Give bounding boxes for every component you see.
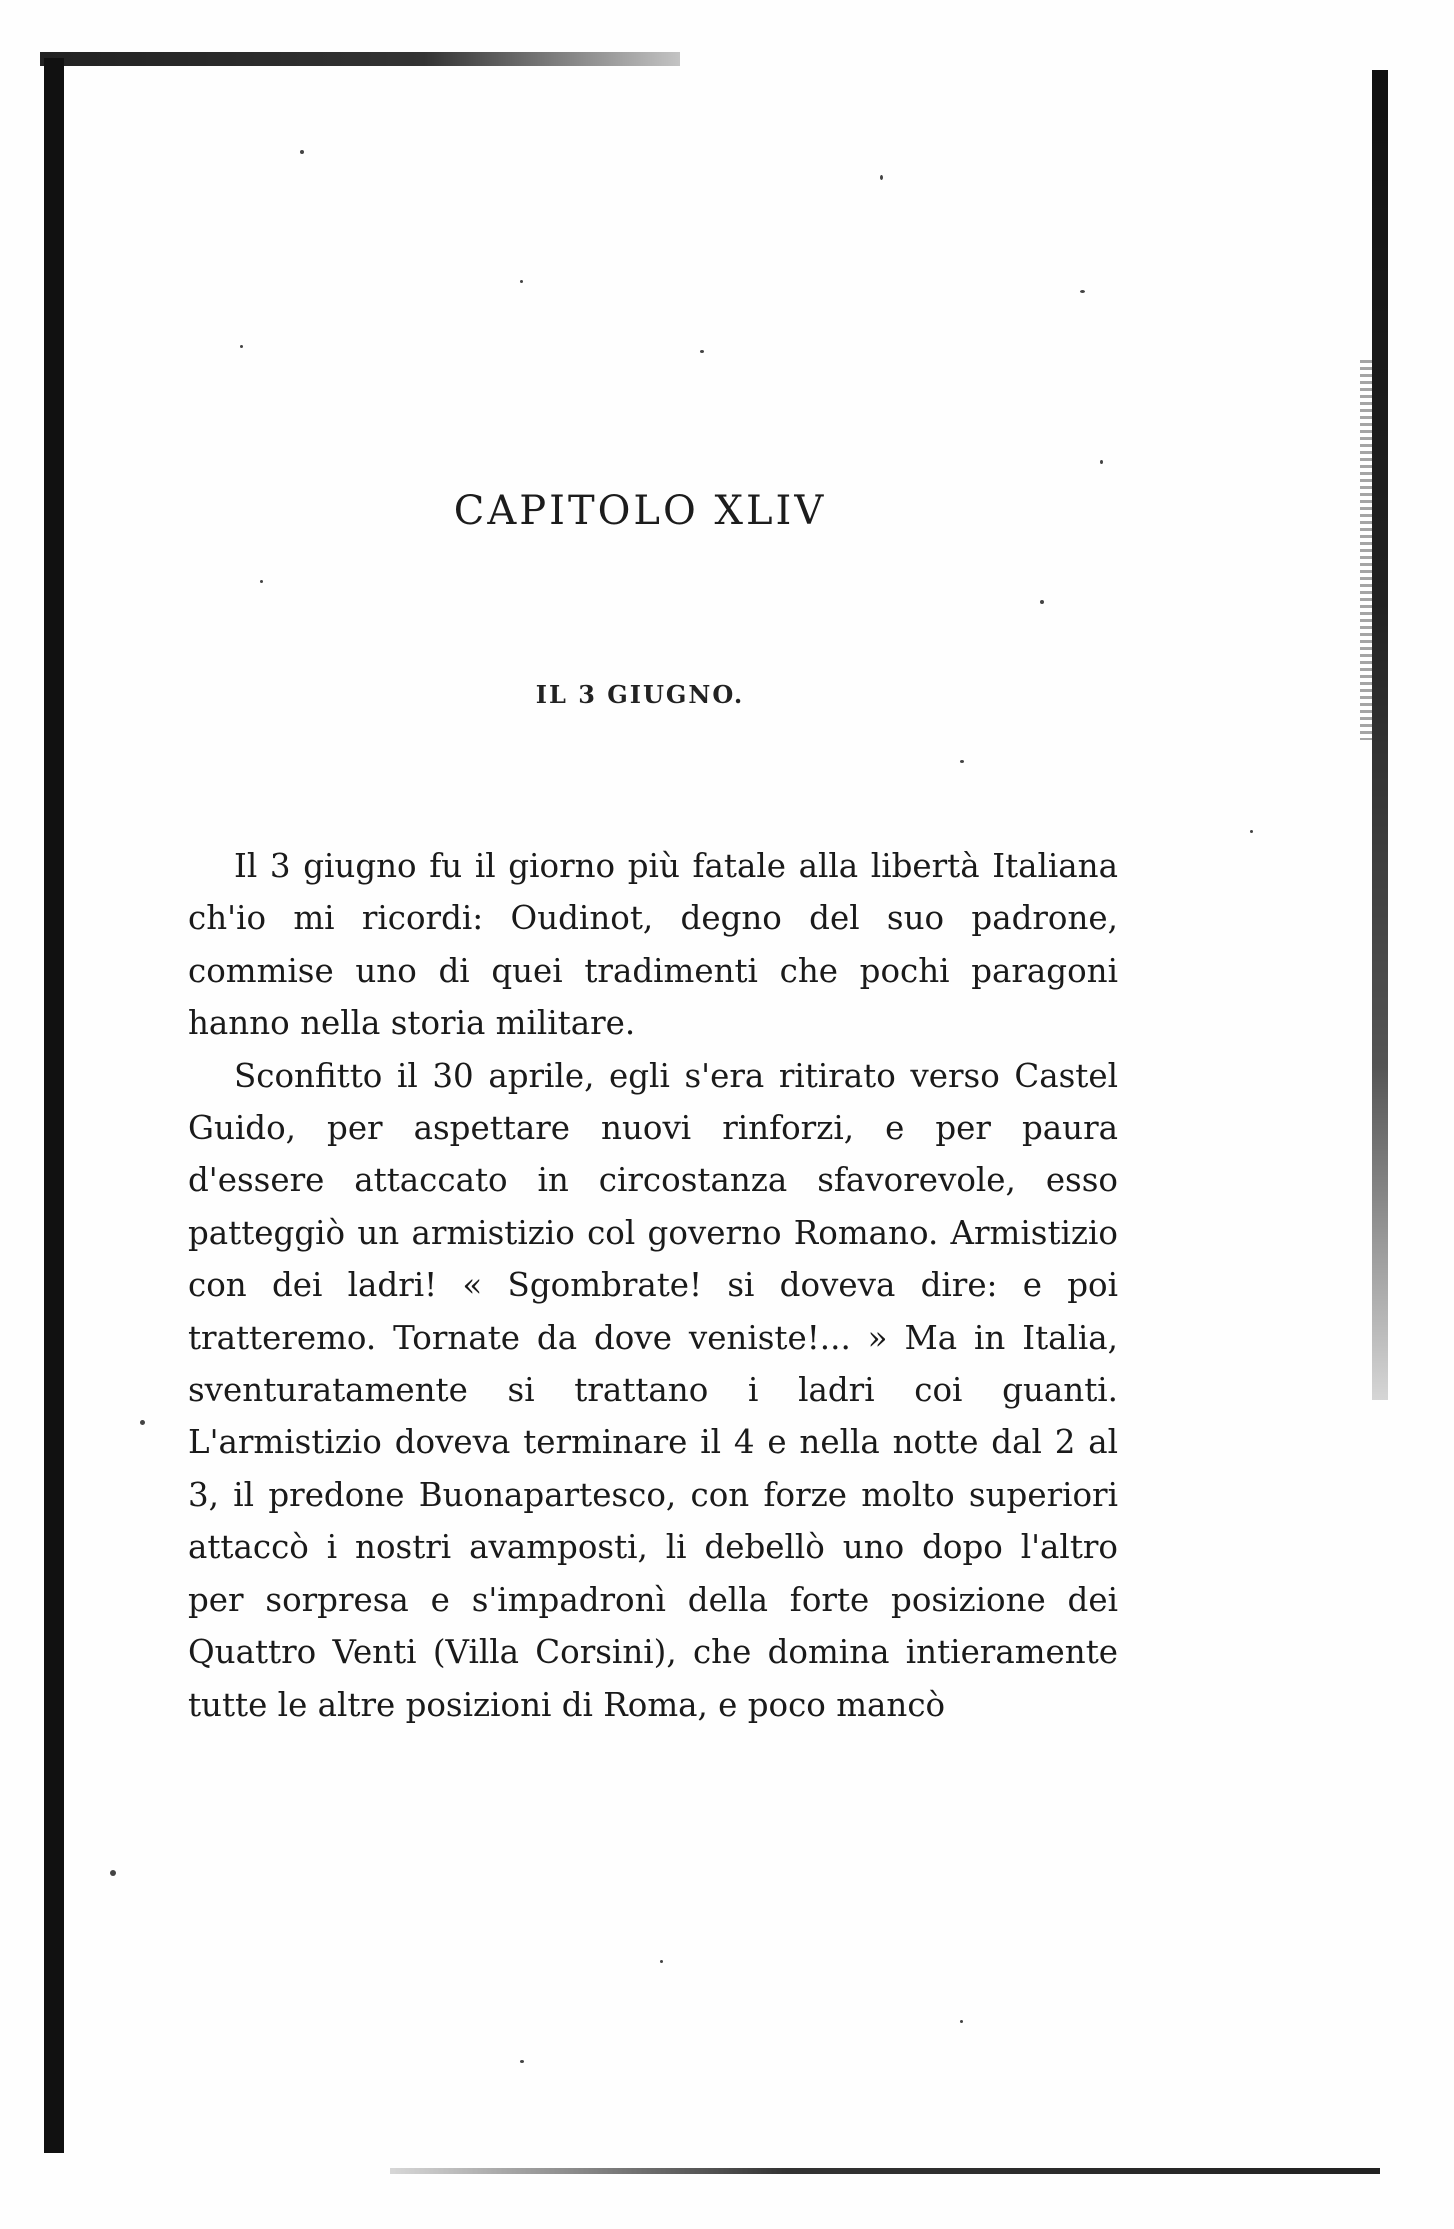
chapter-subtitle: IL 3 GIUGNO. (535, 680, 745, 709)
scan-speck (260, 580, 263, 583)
scan-speck (1080, 290, 1085, 293)
scan-edge-right (1372, 70, 1388, 1400)
scan-edge-bottom (390, 2168, 1380, 2174)
scan-edge-left (44, 58, 64, 2153)
scan-speck (700, 350, 704, 353)
scan-speck (520, 280, 523, 283)
paragraph: Il 3 giugno fu il giorno più fatale alla libertà Italiana ch'io mi ricordi: Oudinot, degno del suo padrone, commise uno di quei tradimenti che pochi paragoni hanno nella storia militare. (188, 847, 1118, 1043)
scan-speck (140, 1420, 145, 1425)
scan-speck (960, 2020, 963, 2023)
paragraph: Sconfitto il 30 aprile, egli s'era ritirato verso Castel Guido, per aspettare nuovi rinforzi, e per paura d'essere attaccato in circostanza sfavorevole, esso patteggiò un armistizio col governo Romano. Armistizio con dei ladri! « Sgombrate! si doveva dire: e poi tratteremo. Tornate da dove veniste!... » Ma in Italia, sventuratamente si trattano i ladri coi guanti. L'armistizio doveva terminare il 4 e nella notte dal 2 al 3, il predone Buonapartesco, con forze molto superiori attaccò i nostri avamposti, li debellò uno dopo l'altro per sorpresa e s'impadronì della forte posizione dei Quattro Venti (Villa Corsini), che domina intieramente tutte le altre posizioni di Roma, e poco mancò (188, 1056, 1118, 1724)
scan-speck (660, 1960, 663, 1963)
scan-speck (880, 175, 883, 180)
body-text (188, 840, 1118, 1731)
chapter-title: CAPITOLO XLIV (453, 488, 827, 534)
scan-edge-right-noise (1360, 360, 1372, 740)
scan-edge-top (40, 52, 680, 66)
scan-speck (110, 1870, 116, 1876)
scan-speck (520, 2060, 524, 2063)
scan-speck (960, 760, 964, 763)
scan-speck (300, 150, 304, 154)
scan-speck (1100, 460, 1103, 464)
scan-speck (1040, 600, 1044, 604)
scan-speck (240, 345, 243, 348)
scan-speck (1250, 830, 1253, 833)
